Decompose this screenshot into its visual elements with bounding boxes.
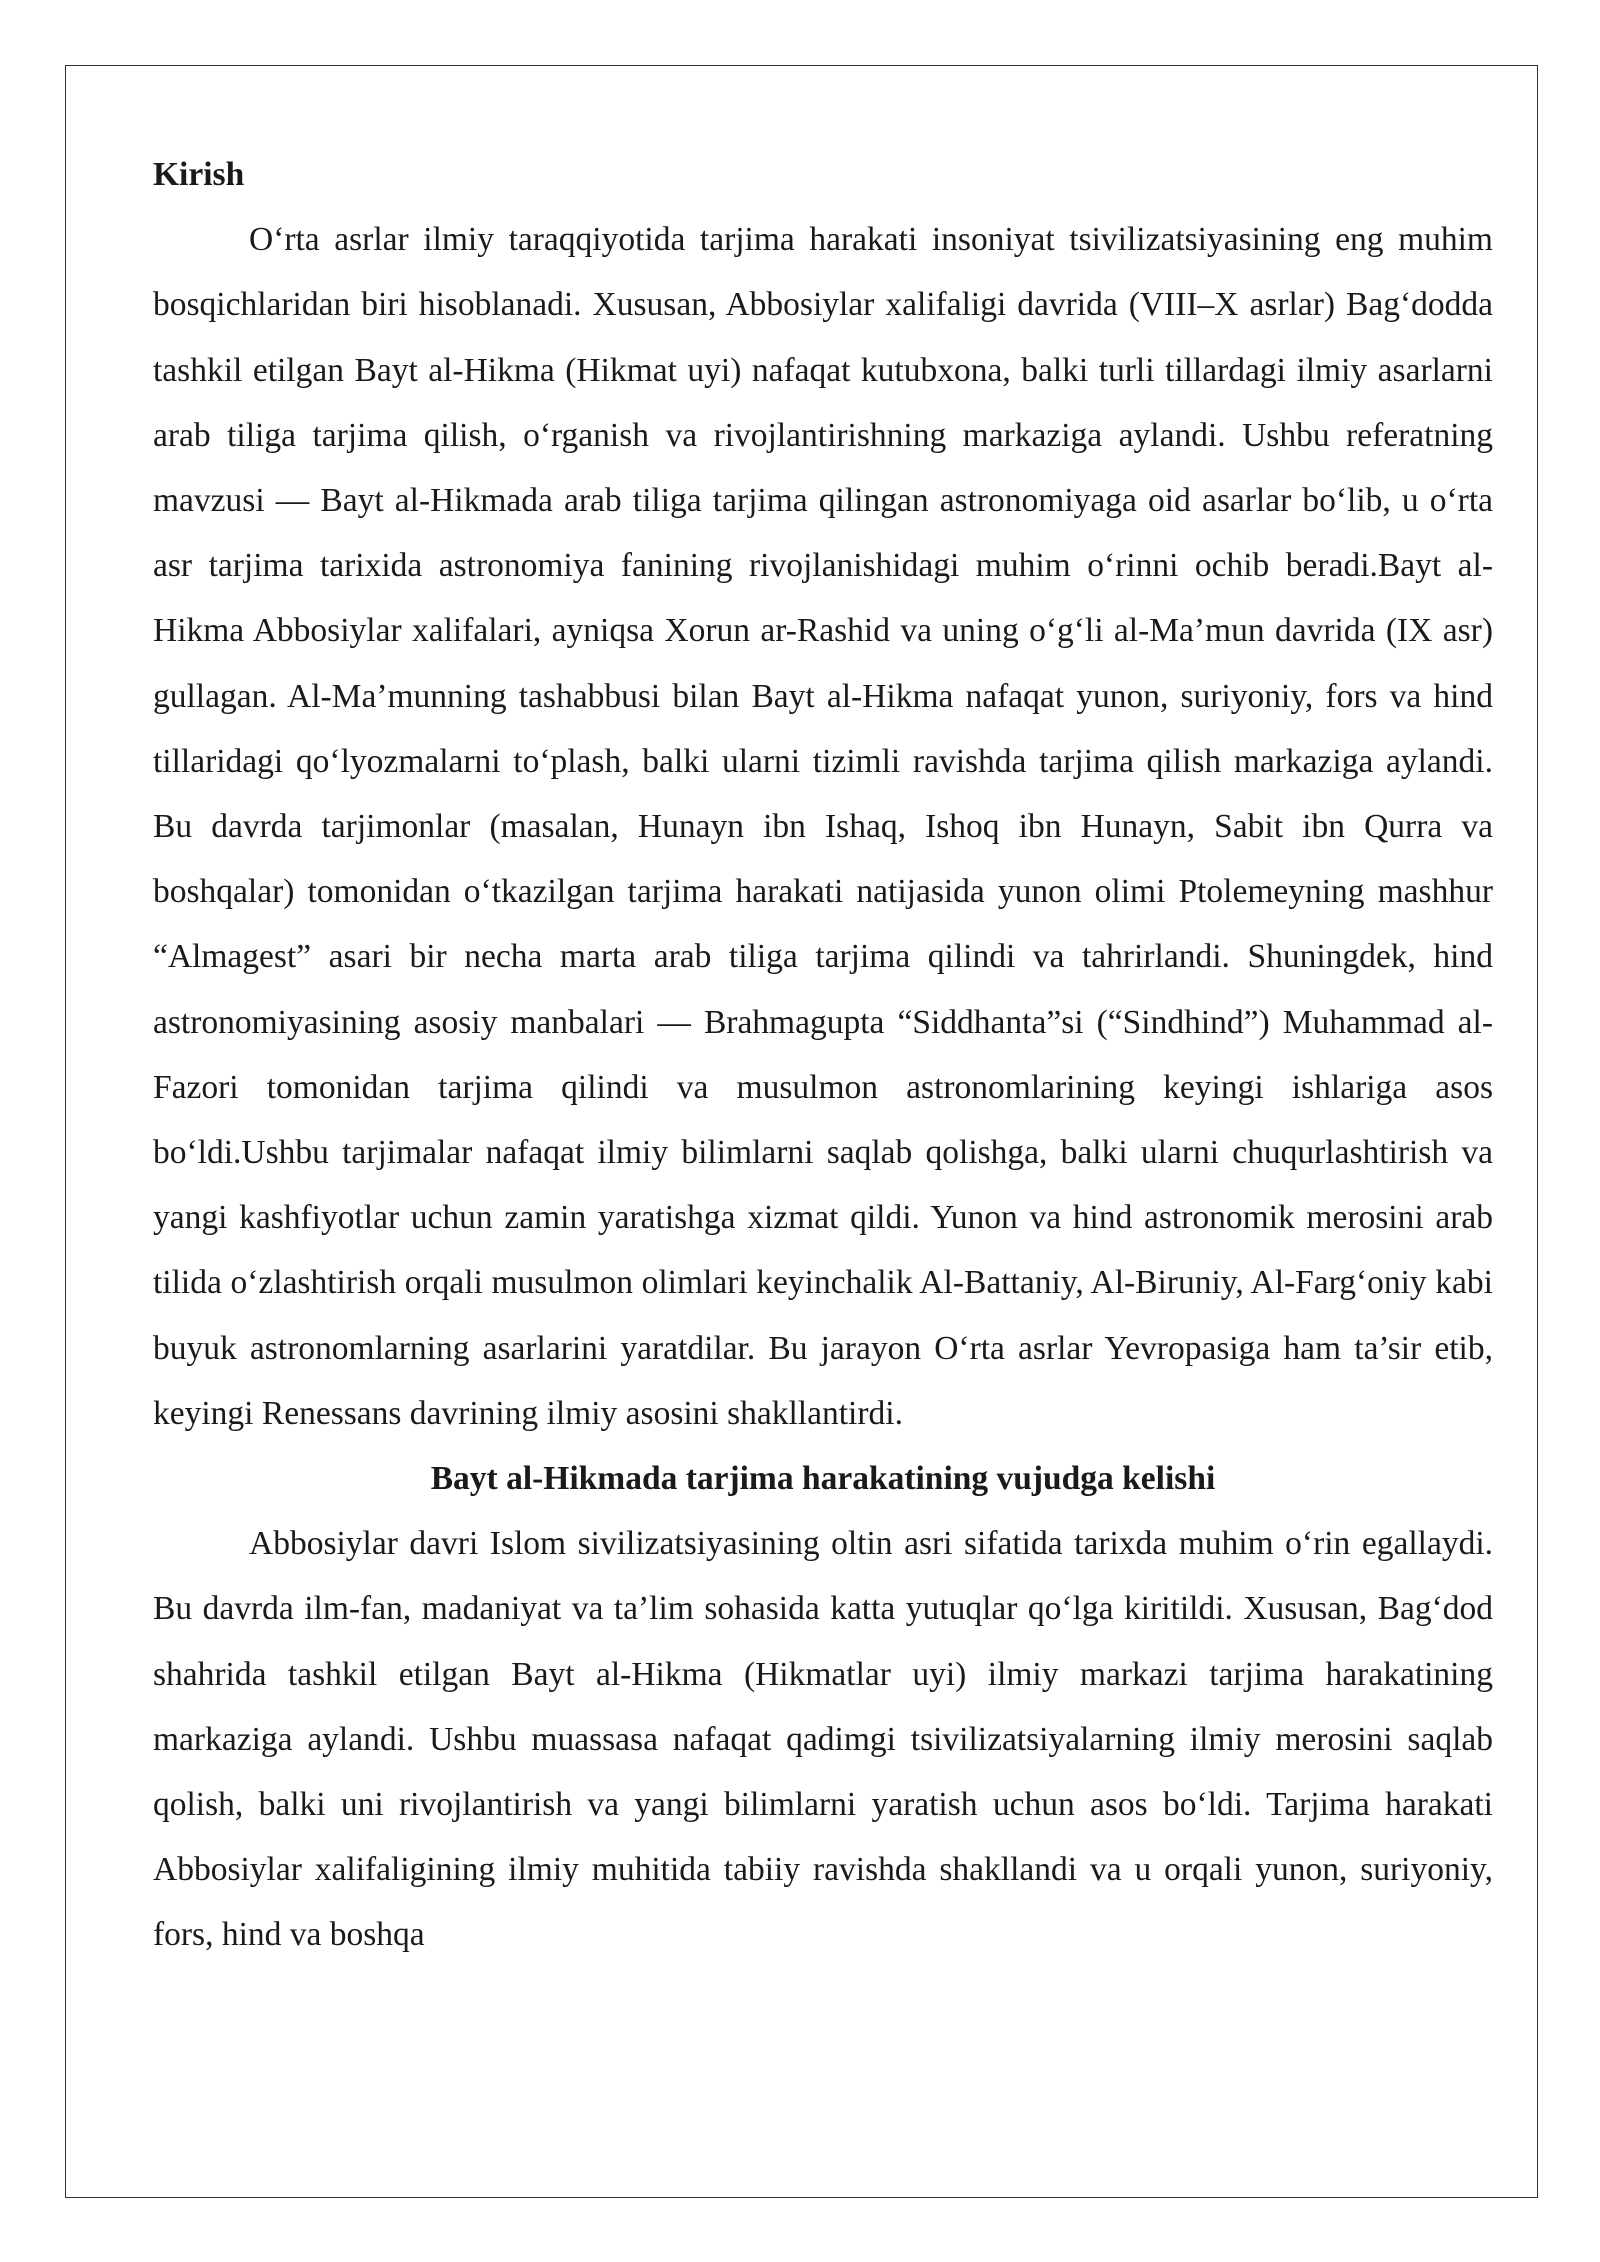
section-heading-kirish: Kirish bbox=[153, 156, 245, 193]
section-heading-translation-movement: Bayt al-Hikmada tarjima harakatining vujudga kelishi bbox=[430, 1460, 1216, 1498]
document-body bbox=[153, 142, 1493, 1968]
translation-movement-paragraph: Abbosiylar davri Islom sivilizatsiyasining oltin asri sifatida tarixda muhim o‘rin egallaydi. Bu davrda ilm-fan, madaniyat va ta’lim sohasida katta yutuqlar qo‘lga kiritildi. Xususan, Bag‘dod shahrida tashkil etilgan Bayt al-Hikma (Hikmatlar uyi) ilmiy markazi tarjima harakatining markaziga aylandi. Ushbu muassasa nafaqat qadimgi tsivilizatsiyalarning ilmiy merosini saqlab qolish, balki uni rivojlantirish va yangi bilimlarni yaratish uchun asos bo‘ldi. Tarjima harakati Abbosiylar xalifaligining ilmiy muhitida tabiiy ravishda shakllandi va u orqali yunon, suriyoniy, fors, hind va boshqa bbox=[153, 1525, 1493, 1954]
intro-paragraph: O‘rta asrlar ilmiy taraqqiyotida tarjima harakati insoniyat tsivilizatsiyasining eng muhim bosqichlaridan biri hisoblanadi. Xususan, Abbosiylar xalifaligi davrida (VIII–X asrlar) Bag‘dodda tashkil etilgan Bayt al-Hikma (Hikmat uyi) nafaqat kutubxona, balki turli tillardagi ilmiy asarlarni arab tiliga tarjima qilish, o‘rganish va rivojlantirishning markaziga aylandi. Ushbu referatning mavzusi — Bayt al-Hikmada arab tiliga tarjima qilingan astronomiyaga oid asarlar bo‘lib, u o‘rta asr tarjima tarixida astronomiya fanining rivojlanishidagi muhim o‘rinni ochib beradi.Bayt al-Hikma Abbosiylar xalifalari, ayniqsa Xorun ar-Rashid va uning o‘g‘li al-Ma’mun davrida (IX asr) gullagan. Al-Ma’munning tashabbusi bilan Bayt al-Hikma nafaqat yunon, suriyoniy, fors va hind tillaridagi qo‘lyozmalarni to‘plash, balki ularni tizimli ravishda tarjima qilish markaziga aylandi. Bu davrda tarjimonlar (masalan, Hunayn ibn Ishaq, Ishoq ibn Hunayn, Sabit ibn Qurra va boshqalar) tomonidan o‘tkazilgan tarjima harakati natijasida yunon olimi Ptolemeyning mashhur “Almagest” asari bir necha marta arab tiliga tarjima qilindi va tahrirlandi. Shuningdek, hind astronomiyasining asosiy manbalari — Brahmagupta “Siddhanta”si (“Sindhind”) Muhammad al-Fazori tomonidan tarjima qilindi va musulmon astronomlarining keyingi ishlariga asos bo‘ldi.Ushbu tarjimalar nafaqat ilmiy bilimlarni saqlab qolishga, balki ularni chuqurlashtirish va yangi kashfiyotlar uchun zamin yaratishga xizmat qildi. Yunon va hind astronomik merosini arab tilida o‘zlashtirish orqali musulmon olimlari keyinchalik Al-Battaniy, Al-Biruniy, Al-Farg‘oniy kabi buyuk astronomlarning asarlarini yaratdilar. Bu jarayon O‘rta asrlar Yevropasiga ham ta’sir etib, keyingi Renessans davrining ilmiy asosini shakllantirdi. bbox=[153, 221, 1493, 1432]
